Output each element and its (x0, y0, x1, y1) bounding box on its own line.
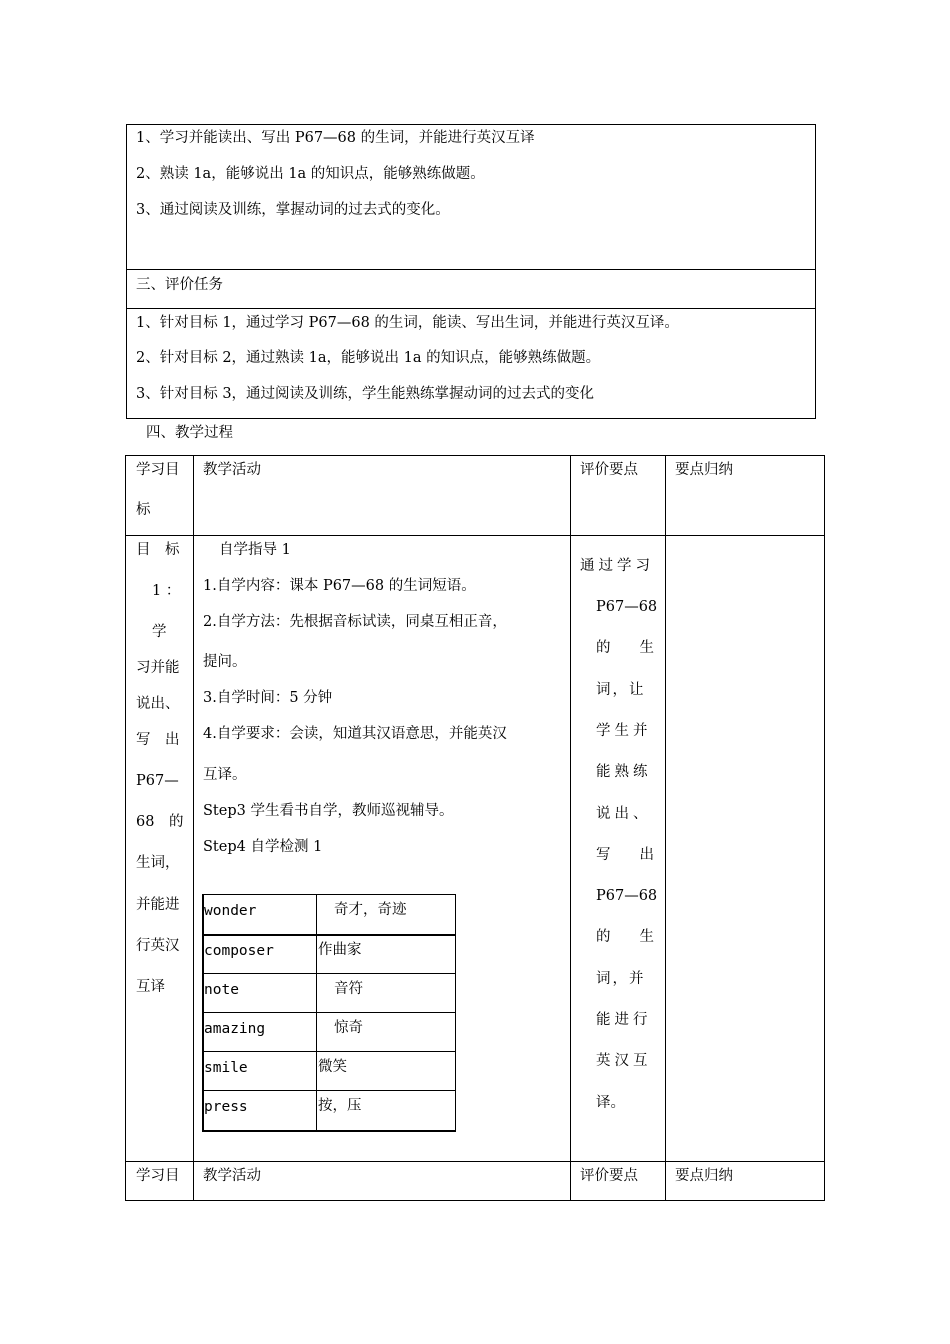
eval-line: 词，让 (596, 682, 646, 698)
eval-line: 能进行 (596, 1012, 652, 1028)
eval-line: 说出、 (596, 806, 652, 822)
vocab-row-divider (202, 973, 456, 974)
vocab-row-divider (202, 1090, 456, 1091)
vocab-chinese: 按，压 (318, 1098, 362, 1114)
vocab-chinese: 微笑 (318, 1059, 347, 1075)
vocab-english: amazing (204, 1021, 266, 1037)
footer-goal: 学习目 (136, 1168, 180, 1184)
eval-line: 词，并 (596, 971, 646, 987)
vocab-chinese: 奇才，奇迹 (334, 902, 407, 918)
eval-line: 译。 (596, 1095, 625, 1111)
footer-summary: 要点归纳 (675, 1168, 733, 1184)
vocab-row-divider (202, 934, 456, 936)
eval-line: 的 生 (596, 929, 654, 945)
eval-line: 能熟练 (596, 764, 652, 780)
eval-line: 英汉互 (596, 1053, 652, 1069)
header-summary: 要点归纳 (675, 462, 733, 478)
eval-line: 学生并 (596, 723, 652, 739)
section4-title: 四、教学过程 (146, 425, 233, 441)
vocab-chinese: 作曲家 (318, 942, 362, 958)
table-row-divider-2 (125, 1161, 825, 1162)
vocab-english: press (204, 1099, 248, 1115)
vocab-chinese: 惊奇 (334, 1020, 363, 1036)
goal-line: 68 的 (136, 814, 184, 830)
eval-line: 通过学习 (580, 558, 654, 574)
activity-line: 提问。 (203, 654, 247, 670)
goal-line: 互译 (136, 979, 165, 995)
vocab-divider (316, 894, 317, 1132)
eval-line: P67—68 (596, 599, 658, 615)
goal-line: P67— (136, 773, 179, 789)
activity-line: 3.自学时间：5 分钟 (203, 690, 333, 706)
vocab-english: note (204, 982, 239, 998)
goal-line: 说出、 (136, 696, 180, 712)
vocab-row-divider (202, 1012, 456, 1013)
header-goal-line1: 学习目 (136, 462, 180, 478)
activity-title: 自学指导 1 (219, 542, 291, 558)
table-divider-2 (570, 455, 571, 1201)
vocab-chinese: 音符 (334, 981, 363, 997)
objective-1: 1、学习并能读出、写出 P67—68 的生词，并能进行英汉互译 (136, 130, 535, 146)
vocab-row-divider (202, 1051, 456, 1052)
section3-title-box (126, 269, 816, 309)
goal-line: 行英汉 (136, 938, 180, 954)
goal-line: 并能进 (136, 897, 180, 913)
task-2: 2、针对目标 2，通过熟读 1a，能够说出 1a 的知识点，能够熟练做题。 (136, 350, 601, 366)
vocab-english: wonder (204, 903, 257, 919)
activity-line: 4.自学要求：会读，知道其汉语意思，并能英汉 (203, 726, 507, 742)
goal-line: 学 (152, 624, 167, 640)
activity-line: 2.自学方法：先根据音标试读，同桌互相正音， (203, 614, 507, 630)
footer-activity: 教学活动 (203, 1168, 261, 1184)
eval-line: 的 生 (596, 640, 654, 656)
vocab-english: composer (204, 943, 274, 959)
task-1: 1、针对目标 1，通过学习 P67—68 的生词，能读、写出生词，并能进行英汉互译。 (136, 315, 679, 331)
section3-title: 三、评价任务 (136, 277, 223, 293)
table-divider-3 (665, 455, 666, 1201)
goal-line: 习并能 (136, 660, 180, 676)
eval-line: 写 出 (596, 847, 654, 863)
objective-3: 3、通过阅读及训练，掌握动词的过去式的变化。 (136, 202, 450, 218)
eval-line: P67—68 (596, 888, 658, 904)
activity-line: Step3 学生看书自学，教师巡视辅导。 (203, 803, 454, 819)
objective-2: 2、熟读 1a，能够说出 1a 的知识点，能够熟练做题。 (136, 166, 485, 182)
footer-evaluation: 评价要点 (580, 1168, 638, 1184)
header-activity: 教学活动 (203, 462, 261, 478)
goal-line: 生词， (136, 855, 180, 871)
goal-line: 1 ： (152, 583, 181, 599)
activity-line: 1.自学内容：课本 P67—68 的生词短语。 (203, 578, 476, 594)
table-divider-1 (193, 455, 194, 1201)
table-row-divider-1 (125, 535, 825, 536)
goal-line: 目 标 (136, 542, 180, 558)
activity-line: Step4 自学检测 1 (203, 839, 323, 855)
header-goal-line2: 标 (136, 502, 151, 518)
goal-line: 写 出 (136, 732, 180, 748)
activity-line: 互译。 (203, 767, 247, 783)
task-3: 3、针对目标 3，通过阅读及训练，学生能熟练掌握动词的过去式的变化 (136, 386, 595, 402)
header-evaluation: 评价要点 (580, 462, 638, 478)
vocab-english: smile (204, 1060, 248, 1076)
